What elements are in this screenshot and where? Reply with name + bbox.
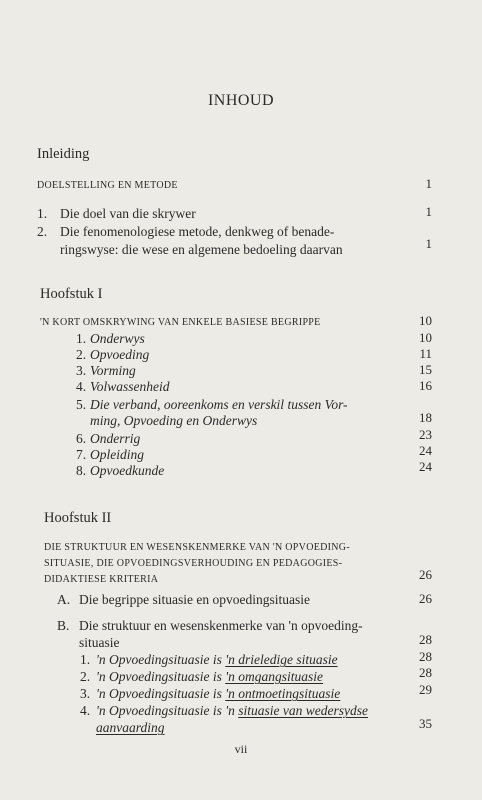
toc-item-text: 'n Opvoedingsituasie is: [96, 686, 226, 701]
toc-item-number: 4.: [76, 379, 87, 394]
toc-item-text: Vorming: [90, 363, 136, 378]
toc-item-text-cont: ringswyse: die wese en algemene bedoeling daarvan: [60, 242, 343, 257]
inleiding-section-label: DOELSTELLING EN METODE: [37, 180, 178, 191]
toc-item-text: Die verband, ooreenkoms en verskil tussen Vor-: [90, 397, 348, 412]
toc-item-number: 3.: [80, 686, 91, 701]
toc-item-number: 7.: [76, 447, 87, 462]
chapter-2-heading: Hoofstuk II: [44, 510, 112, 526]
toc-item-page: 35: [419, 716, 432, 731]
toc-item-number: 2.: [76, 347, 87, 362]
underlined-phrase: situasie van wedersydse: [238, 703, 368, 718]
toc-item-text: Opvoedkunde: [90, 463, 165, 478]
toc-item-page: 10: [419, 330, 432, 345]
toc-item-text: Die fenomenologiese metode, denkweg of benade-: [60, 224, 335, 239]
section-b-letter: B.: [57, 618, 70, 633]
underlined-phrase: 'n omgangsituasie: [225, 669, 324, 684]
page-number: vii: [234, 742, 248, 756]
toc-item-page: 1: [425, 204, 432, 219]
section-a-text: Die begrippe situasie en opvoedingsituasie: [79, 592, 310, 607]
toc-item-page: 29: [419, 682, 432, 697]
toc-item-text: Volwassenheid: [90, 379, 170, 394]
section-a-letter: A.: [57, 592, 71, 607]
section-b-text-cont: situasie: [79, 635, 120, 650]
chapter-2-section-page: 26: [419, 567, 432, 582]
toc-item-page: 15: [419, 362, 432, 377]
inleiding-section-page: 1: [425, 176, 432, 191]
toc-item-number: 3.: [76, 363, 87, 378]
underlined-phrase-cont: aanvaarding: [96, 720, 165, 735]
underlined-phrase: 'n ontmoetingsituasie: [225, 686, 341, 701]
toc-item-page: 23: [419, 427, 432, 442]
underlined-phrase: 'n drieledige situasie: [225, 652, 338, 667]
toc-item-number: 1.: [80, 652, 91, 667]
inleiding-heading: Inleiding: [37, 146, 90, 162]
toc-item-page: 16: [419, 378, 432, 393]
toc-item-text-cont: ming, Opvoeding en Onderwys: [90, 413, 258, 428]
toc-item-page: 11: [419, 346, 432, 361]
toc-item-page: 24: [419, 443, 432, 458]
toc-item-number: 4.: [80, 703, 91, 718]
chapter-1-section-page: 10: [419, 313, 432, 328]
toc-item-text: Onderrig: [90, 431, 141, 446]
page-title: INHOUD: [207, 92, 275, 109]
toc-item-text: Opvoeding: [90, 347, 150, 362]
toc-item-number: 8.: [76, 463, 87, 478]
toc-item-number: 2.: [37, 224, 48, 239]
toc-item-page: 18: [419, 410, 432, 425]
toc-item-text: 'n Opvoedingsituasie is 'n: [96, 703, 239, 718]
chapter-1-section-label: 'N KORT OMSKRYWING VAN ENKELE BASIESE BEGRIPPE: [40, 317, 321, 328]
toc-item-page: 24: [419, 459, 432, 474]
toc-item-number: 2.: [80, 669, 91, 684]
toc-item-page: 28: [419, 649, 432, 664]
section-b-text: Die struktuur en wesenskenmerke van 'n opvoeding-: [79, 618, 363, 633]
section-a-page: 26: [419, 591, 432, 606]
toc-item-page: 28: [419, 665, 432, 680]
toc-item-number: 1.: [76, 331, 87, 346]
toc-item-number: 5.: [76, 397, 87, 412]
toc-item-page: 1: [425, 236, 432, 251]
chapter-1-heading: Hoofstuk I: [40, 286, 103, 302]
chapter-2-section-label-cont: SITUASIE, DIE OPVOEDINGSVERHOUDING EN PEDAGOGIES-: [44, 558, 343, 569]
toc-item-number: 1.: [37, 206, 48, 221]
toc-item-text: 'n Opvoedingsituasie is: [96, 652, 226, 667]
chapter-2-section-label: DIE STRUKTUUR EN WESENSKENMERKE VAN 'N OPVOEDING-: [44, 542, 350, 553]
toc-item-text: Onderwys: [90, 331, 145, 346]
toc-item-number: 6.: [76, 431, 87, 446]
chapter-2-section-label-cont: DIDAKTIESE KRITERIA: [44, 574, 159, 585]
toc-item-text: Die doel van die skrywer: [60, 206, 196, 221]
toc-item-text: 'n Opvoedingsituasie is: [96, 669, 226, 684]
toc-item-text: Opleiding: [90, 447, 144, 462]
section-b-page: 28: [419, 632, 432, 647]
